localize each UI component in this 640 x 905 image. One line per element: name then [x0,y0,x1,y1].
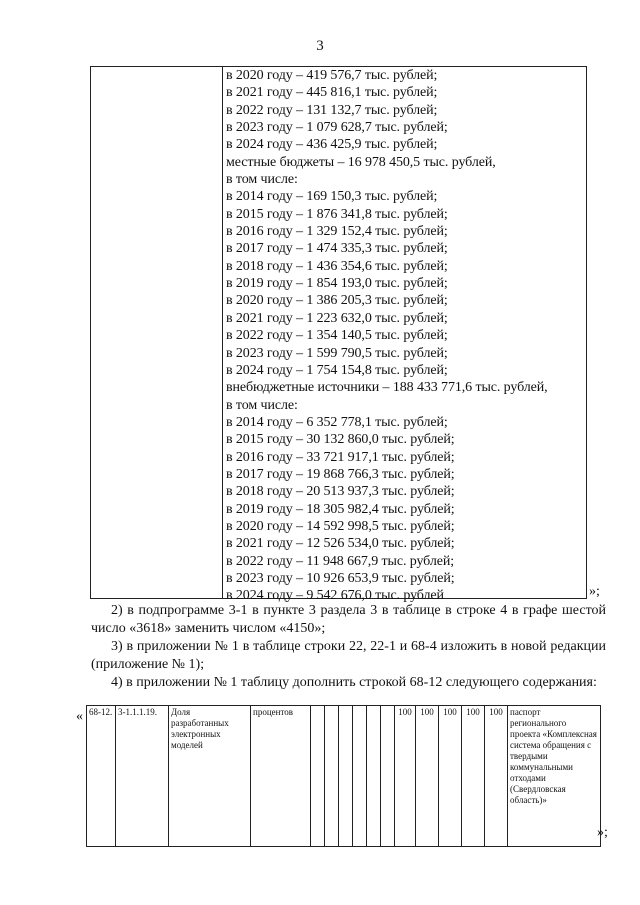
empty-cell [381,706,395,847]
budget-lines [226,67,582,605]
budget-line: в 2023 году – 1 599 790,5 тыс. рублей; [226,345,448,361]
budget-line: в 2015 году – 30 132 860,0 тыс. рублей; [226,432,455,448]
budget-line: в 2021 году – 445 816,1 тыс. рублей; [226,85,438,101]
row-open-quote: « [76,709,83,724]
budget-table-left-cell [91,67,223,598]
paragraph-4 [91,674,606,692]
budget-line: в 2022 году – 11 948 667,9 тыс. рублей; [226,553,455,569]
budget-line: в 2015 году – 1 876 341,8 тыс. рублей; [226,206,448,222]
budget-line: в 2023 году – 1 079 628,7 тыс. рублей; [226,120,448,136]
budget-table [90,66,587,604]
row-close-quote: »; [597,825,608,840]
paragraph-4-text: 4) в приложении № 1 таблицу дополнить строкой 68-12 следующего содержания: [111,675,597,690]
budget-line: в том числе: [226,172,298,188]
budget-line: в 2020 году – 419 576,7 тыс. рублей; [226,68,438,83]
budget-line: в 2019 году – 1 854 193,0 тыс. рублей; [226,276,448,292]
value-cell: 100 [439,706,462,847]
empty-cell [353,706,367,847]
table-row [87,706,601,847]
budget-line: в 2018 году – 20 513 937,3 тыс. рублей; [226,484,455,500]
budget-line: в 2021 году – 1 223 632,0 тыс. рублей; [226,310,448,326]
budget-line: местные бюджеты – 16 978 450,5 тыс. рублей, [226,154,496,170]
budget-line: в 2023 году – 10 926 653,9 тыс. рублей; [226,570,455,586]
budget-line: в 2020 году – 1 386 205,3 тыс. рублей; [226,293,448,309]
budget-line: в 2019 году – 18 305 982,4 тыс. рублей; [226,501,455,517]
empty-cell [311,706,325,847]
budget-line: внебюджетные источники – 188 433 771,6 тыс. рублей, [226,380,548,396]
budget-line: в 2017 году – 1 474 335,3 тыс. рублей; [226,241,448,257]
budget-line: в 2014 году – 169 150,3 тыс. рублей; [226,189,438,205]
row-code-cell: 3-1.1.1.19. [116,706,169,847]
value-cell: 100 [416,706,439,847]
budget-line: в 2024 году – 436 425,9 тыс. рублей; [226,137,438,153]
budget-line: в 2017 году – 19 868 766,3 тыс. рублей; [226,466,455,482]
value-cell: 100 [462,706,485,847]
row-source-cell: паспорт регионального проекта «Комплексная система обращения с твердыми коммунальными отходами (Свердловская область)» [508,706,601,847]
new-row-table [86,705,601,847]
paragraph-2-text: 2) в подпрограмме 3-1 в пункте 3 раздела 3 в таблице в строке 4 в графе шестой число «3618» заменить числом «4150»; [91,603,606,636]
budget-line: в 2018 году – 1 436 354,6 тыс. рублей; [226,258,448,274]
budget-line: в 2022 году – 131 132,7 тыс. рублей; [226,102,438,118]
empty-cell [339,706,353,847]
budget-line: в 2024 году – 9 542 676,0 тыс. рублей [226,588,444,604]
budget-line: в 2020 году – 14 592 998,5 тыс. рублей; [226,518,455,534]
empty-cell [367,706,381,847]
empty-cell [325,706,339,847]
budget-line: в 2021 году – 12 526 534,0 тыс. рублей; [226,536,455,552]
budget-line: в том числе: [226,397,298,413]
row-unit-cell: процентов [251,706,311,847]
budget-line: в 2014 году – 6 352 778,1 тыс. рублей; [226,414,448,430]
paragraph-3-text: 3) в приложении № 1 в таблице строки 22, 22-1 и 68-4 изложить в новой редакции (приложение № 1); [91,639,606,672]
row-number-cell: 68-12. [87,706,116,847]
table-close-quote: »; [589,584,600,599]
budget-line: в 2022 году – 1 354 140,5 тыс. рублей; [226,328,448,344]
budget-line: в 2016 году – 1 329 152,4 тыс. рублей; [226,224,448,240]
budget-line: в 2016 году – 33 721 917,1 тыс. рублей; [226,449,455,465]
page-number: 3 [316,38,324,54]
paragraph-3 [91,638,606,674]
row-indicator-cell: Доля разработанных электронных моделей [169,706,251,847]
budget-line: в 2024 году – 1 754 154,8 тыс. рублей; [226,362,448,378]
paragraph-2 [91,602,606,638]
value-cell: 100 [395,706,416,847]
value-cell: 100 [485,706,508,847]
